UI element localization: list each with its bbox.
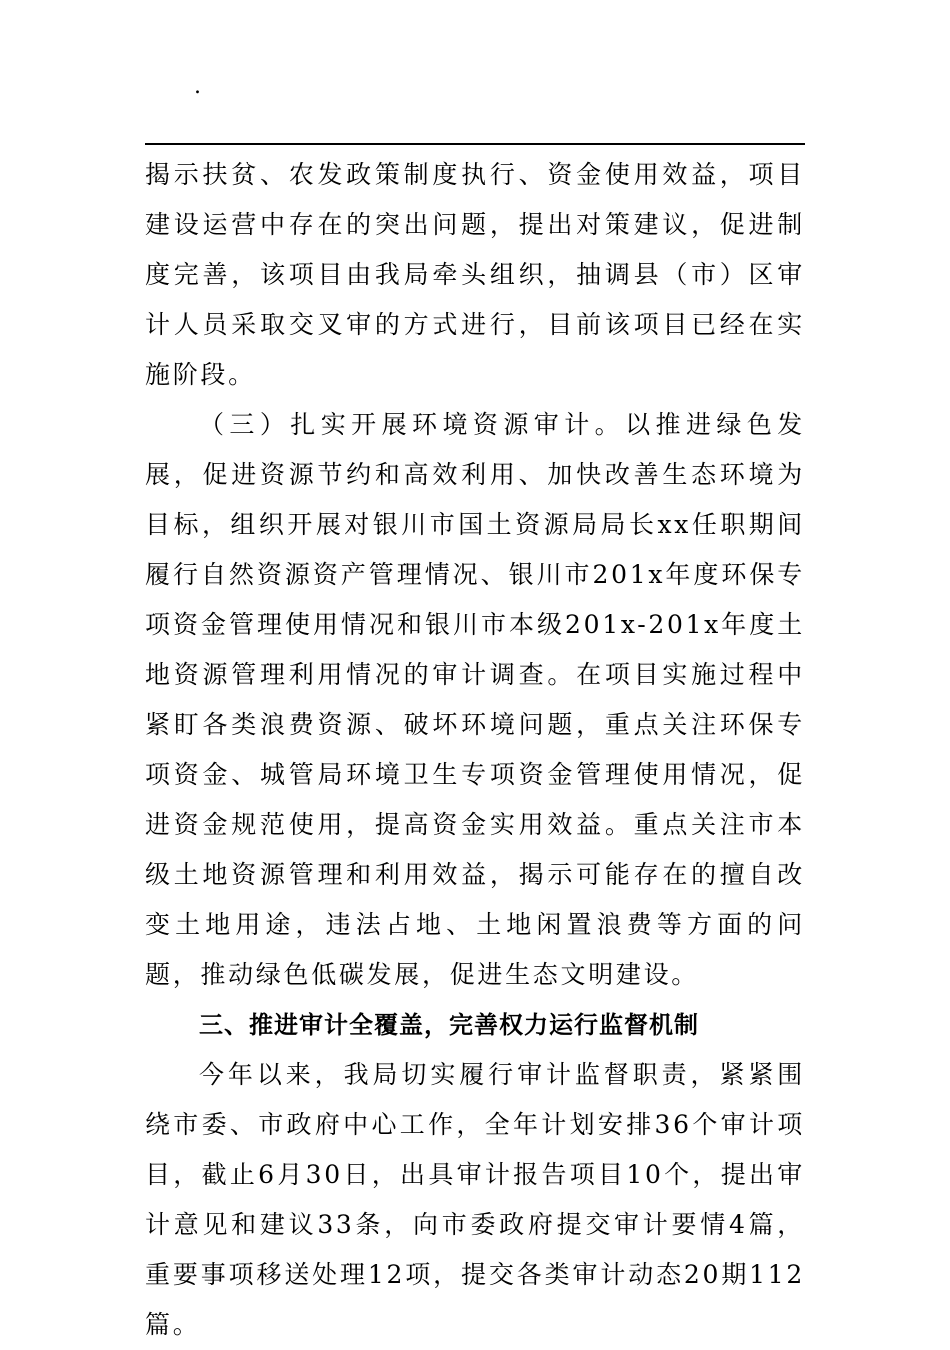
subsection-title-environment-audit: （三）扎实开展环境资源审计。 <box>199 410 626 439</box>
paragraph-poverty-audit: 揭示扶贫、农发政策制度执行、资金使用效益，项目建设运营中存在的突出问题，提出对策建议，促进制度完善，该项目由我局牵头组织，抽调县（市）区审计人员采取交叉审的方式进行，目前该项目已经在实施阶段。 <box>145 160 805 389</box>
header-rule <box>145 143 805 145</box>
section-heading-3: 三、推进审计全覆盖，完善权力运行监督机制 <box>199 1011 699 1039</box>
document-body <box>145 150 805 1350</box>
paragraph-environment-audit <box>145 400 805 1000</box>
paragraph-audit-coverage: 今年以来，我局切实履行审计监督职责，紧紧围绕市委、市政府中心工作，全年计划安排36个审计项目，截止6月30日，出具审计报告项目10个，提出审计意见和建议33条，向市委政府提交审计要情4篇，重要事项移送处理12项，提交各类审计动态20期112篇。 <box>145 1060 805 1339</box>
paragraph-environment-audit-body: 以推进绿色发展，促进资源节约和高效利用、加快改善生态环境为目标，组织开展对银川市国土资源局局长xx任职期间履行自然资源资产管理情况、银川市201x年度环保专项资金管理使用情况和银川市本级201x-201x年度土地资源管理利用情况的审计调查。在项目实施过程中紧盯各类浪费资源、破坏环境问题，重点关注环保专项资金、城管局环境卫生专项资金管理使用情况，促进资金规范使用，提高资金实用效益。重点关注市本级土地资源管理和利用效益，揭示可能存在的擅自改变土地用途，违法占地、土地闲置浪费等方面的问题，推动绿色低碳发展，促进生态文明建设。 <box>145 410 805 989</box>
header-mark: . <box>194 74 201 99</box>
